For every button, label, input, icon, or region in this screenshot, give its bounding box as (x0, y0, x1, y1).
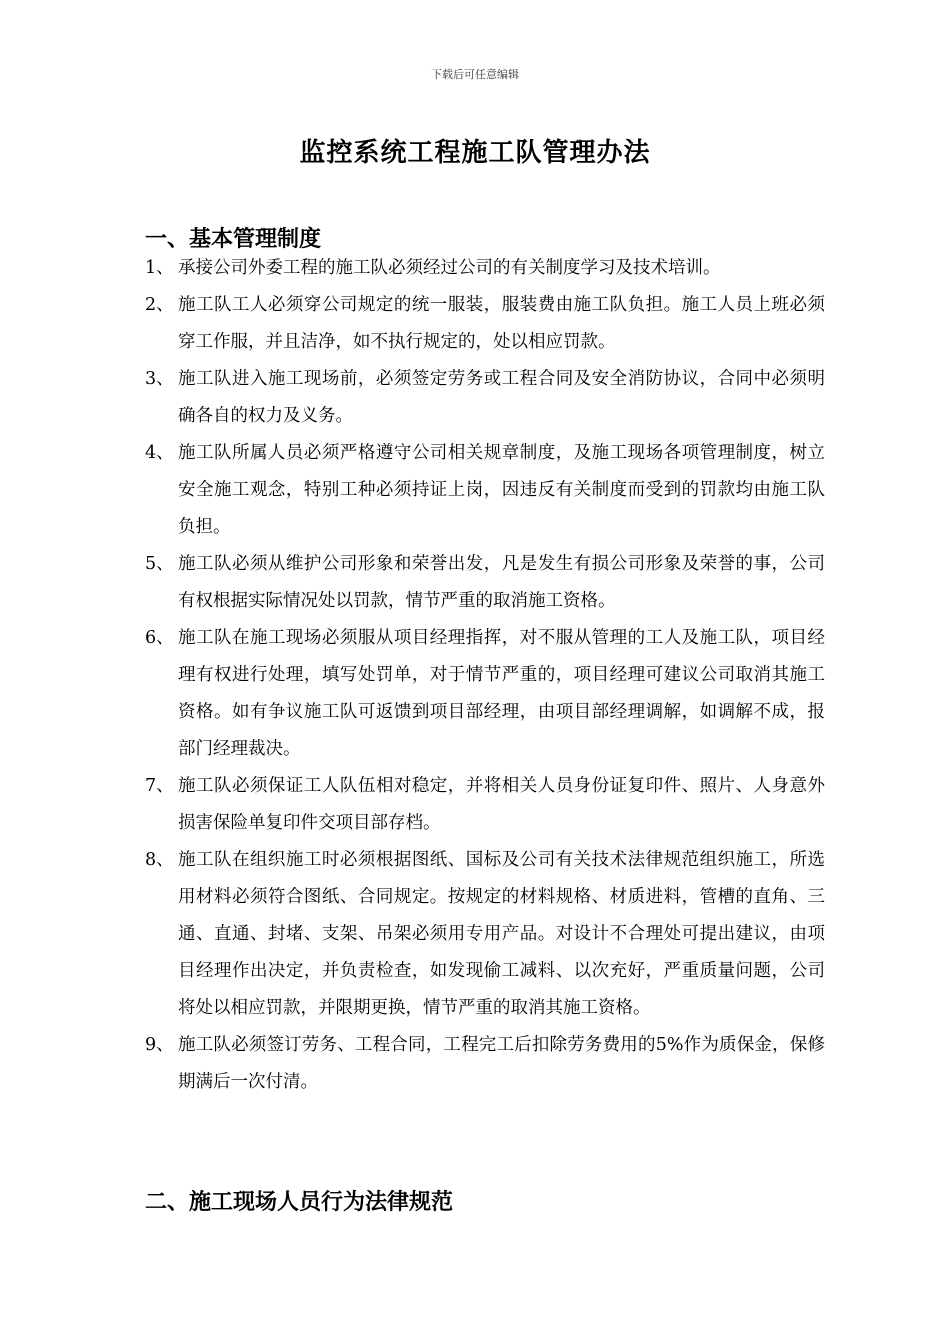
item-number: 6、 (145, 628, 174, 648)
list-item (145, 546, 825, 620)
document-title: 监控系统工程施工队管理办法 (299, 138, 651, 168)
item-number: 4、 (145, 443, 174, 463)
list-item (145, 842, 825, 1027)
list-item (145, 1027, 825, 1101)
item-text: 施工队工人必须穿公司规定的统一服装，服装费由施工队负担。施工人员上班必须穿工作服，并且洁净，如不执行规定的，处以相应罚款。 (178, 295, 825, 352)
item-number: 9、 (145, 1035, 174, 1055)
list-item (145, 620, 825, 768)
item-number: 7、 (145, 776, 174, 796)
list-item (145, 250, 825, 287)
header-note: 下载后可任意编辑 (431, 68, 519, 81)
list-item (145, 361, 825, 435)
item-number: 2、 (145, 295, 174, 315)
item-text: 施工队必须从维护公司形象和荣誉出发，凡是发生有损公司形象及荣誉的事，公司有权根据实际情况处以罚款，情节严重的取消施工资格。 (178, 554, 825, 611)
list-item (145, 287, 825, 361)
item-text: 施工队在施工现场必须服从项目经理指挥，对不服从管理的工人及施工队，项目经理有权进行处理，填写处罚单，对于情节严重的，项目经理可建议公司取消其施工资格。如有争议施工队可返馈到项目部经理，由项目部经理调解，如调解不成，报部门经理裁决。 (178, 628, 825, 759)
item-text: 承接公司外委工程的施工队必须经过公司的有关制度学习及技术培训。 (178, 258, 721, 278)
item-text: 施工队必须保证工人队伍相对稳定，并将相关人员身份证复印件、照片、人身意外损害保险单复印件交项目部存档。 (178, 776, 825, 833)
item-number: 5、 (145, 554, 174, 574)
item-text: 施工队在组织施工时必须根据图纸、国标及公司有关技术法律规范组织施工，所选用材料必须符合图纸、合同规定。按规定的材料规格、材质进料，管槽的直角、三通、直通、封堵、支架、吊架必须用专用产品。对设计不合理处可提出建议，由项目经理作出决定，并负责检查，如发现偷工减料、以次充好，严重质量问题，公司将处以相应罚款，并限期更换，情节严重的取消其施工资格。 (178, 850, 825, 1018)
item-text: 施工队必须签订劳务、工程合同，工程完工后扣除劳务费用的5%作为质保金，保修期满后一次付清。 (178, 1035, 825, 1092)
item-text: 施工队进入施工现场前，必须签定劳务或工程合同及安全消防协议，合同中必须明确各自的权力及义务。 (178, 369, 825, 426)
section-heading-basic-rules: 一、基本管理制度 (145, 227, 322, 252)
item-text: 施工队所属人员必须严格遵守公司相关规章制度，及施工现场各项管理制度，树立安全施工观念，特别工种必须持证上岗，因违反有关制度而受到的罚款均由施工队负担。 (178, 443, 825, 537)
list-item (145, 768, 825, 842)
item-number: 1、 (145, 258, 174, 278)
section-heading-site-conduct: 二、施工现场人员行为法律规范 (145, 1190, 454, 1215)
item-number: 8、 (145, 850, 174, 870)
list-item (145, 435, 825, 546)
item-number: 3、 (145, 369, 174, 389)
rules-list (145, 250, 825, 1101)
